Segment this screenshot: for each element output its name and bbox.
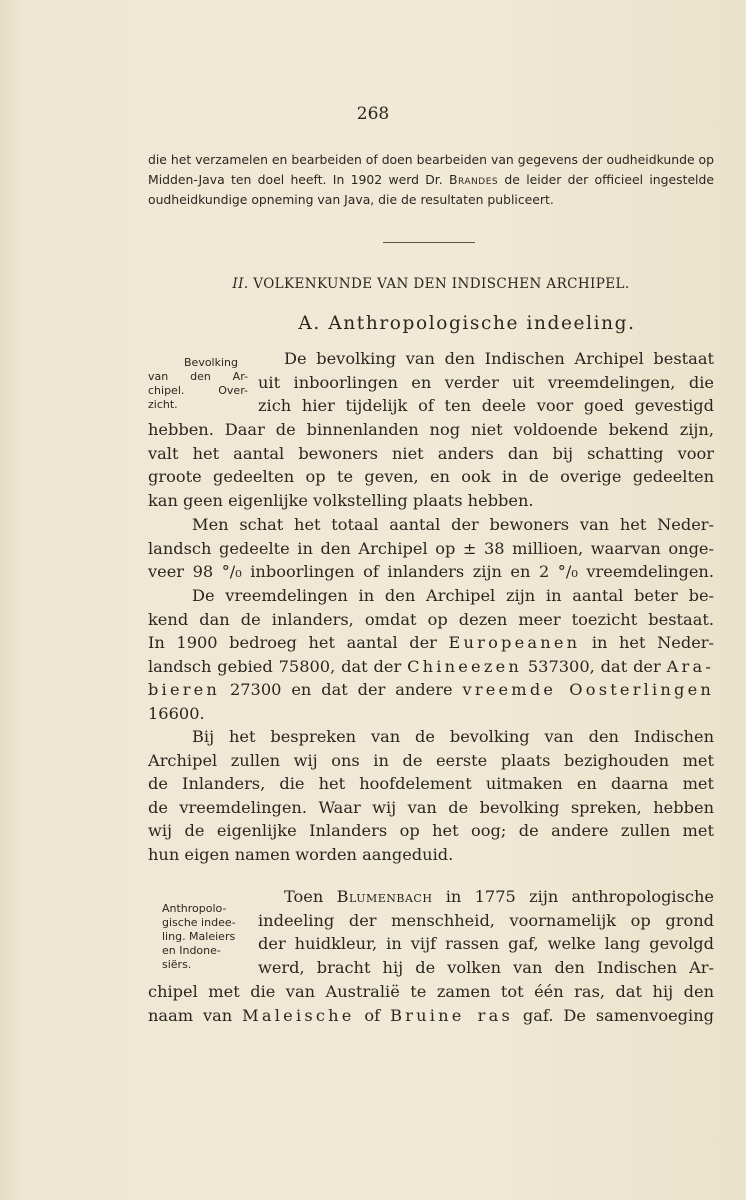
text-line: Bij het bespreken van de bevolking van den Indischen <box>192 727 714 746</box>
text-line: uit inboorlingen en verder uit vreemdelingen, die <box>258 372 714 392</box>
text-line: kan geen eigenlijke volkstelling plaats hebben. <box>148 490 534 510</box>
spaced-term-arabieren: bieren <box>148 680 221 700</box>
text-run: in het Neder- <box>580 633 714 653</box>
text-run: 27300 en dat der andere <box>220 680 463 700</box>
text-line: hun eigen namen worden aangeduid. <box>148 844 454 864</box>
text-line <box>258 885 714 909</box>
margin-note-line: en Indone- <box>162 944 221 957</box>
paragraph-1 <box>258 347 714 418</box>
paragraph-5 <box>258 885 714 979</box>
margin-note-line: Bevolking <box>184 356 238 369</box>
spaced-term-maleische: Maleische <box>242 1005 355 1025</box>
spaced-term-europeanen: Europeanen <box>448 633 581 653</box>
margin-note-line: siërs. <box>162 958 192 971</box>
text-line: groote gedeelten op te geven, en ook in de overige gedeelten <box>148 467 714 487</box>
text-line: valt het aantal bewoners niet anders dan bij schatting voor <box>148 443 714 463</box>
text-line: zich hier tijdelijk of ten deele voor goed gevestigd <box>258 396 714 416</box>
text-line: kend dan de inlanders, omdat op dezen meer toezicht bestaat. <box>148 609 714 629</box>
paragraph-4 <box>148 725 714 867</box>
footnote-text-2: de leider der officieel ingestelde oudheidkundige opneming van Java, die de resultaten publiceert. <box>148 172 714 207</box>
paragraph-3 <box>148 584 714 726</box>
text-line: werd, bracht hij de volken van den Indischen Ar- <box>258 957 714 977</box>
footnote-name-brandes: Brandes <box>449 172 499 187</box>
text-line: Archipel zullen wij ons in de eerste plaats bezighouden met <box>148 750 714 770</box>
text-run: gaf. De samenvoeging <box>512 1005 714 1025</box>
subsection-heading: A. Anthropologische indeeling. <box>298 313 636 334</box>
spaced-term-chineezen: Chineezen <box>407 656 522 676</box>
text-run: in 1775 zijn anthropologische <box>432 887 714 906</box>
spaced-term-arabieren: Ara- <box>666 656 714 676</box>
text-line: landsch gedeelte in den Archipel op ± 38 millioen, waarvan onge- <box>148 538 714 558</box>
text-line: chipel met die van Australië te zamen tot één ras, dat hij den <box>148 982 714 1001</box>
text-line: hebben. Daar de binnenlanden nog niet voldoende bekend zijn, <box>148 420 714 439</box>
text-run: landsch gebied 75800, dat der <box>148 656 408 676</box>
margin-note-line: chipel. Over- <box>148 384 248 397</box>
margin-note-line: Anthropolo- <box>162 902 227 915</box>
text-line <box>148 678 714 702</box>
text-line <box>148 631 714 655</box>
text-line: de Inlanders, die het hoofdelement uitmaken en daarna met <box>148 774 714 794</box>
footnote-text-1: die het verzamelen en bearbeiden of doen bearbeiden van gegevens der oudheidkunde op Midden-Java ten doel heeft. In 1902 werd Dr. <box>148 152 714 187</box>
paragraph-1-continued <box>148 418 714 512</box>
footnote-continuation <box>148 150 714 210</box>
section-title: VOLKENKUNDE VAN DEN INDISCHEN ARCHIPEL. <box>253 276 630 292</box>
spaced-term-bruine-ras: Bruine ras <box>390 1005 513 1025</box>
margin-note-bevolking <box>148 356 248 412</box>
text-run: of <box>354 1005 391 1025</box>
margin-note-line: van den Ar- <box>148 370 248 383</box>
paragraph-2 <box>148 513 714 584</box>
text-line: de vreemdelingen. Waar wij van de bevolking spreken, hebben <box>148 797 714 817</box>
text-line <box>148 1004 714 1028</box>
section-divider <box>383 242 475 243</box>
text-run: naam van <box>148 1005 243 1025</box>
text-run: In 1900 bedroeg het aantal der <box>148 633 449 653</box>
spaced-term-vreemde-oosterlingen: vreemde Oosterlingen <box>462 680 714 700</box>
text-line: indeeling der menschheid, voornamelijk op grond <box>258 910 714 930</box>
text-line: 16600. <box>148 703 205 723</box>
text-run: Toen <box>284 887 337 906</box>
margin-note-line: ling. Maleiers <box>162 930 236 943</box>
text-line: De vreemdelingen in den Archipel zijn in aantal beter be- <box>192 586 714 605</box>
text-line: wij de eigenlijke Inlanders op het oog; de andere zullen met <box>148 821 714 841</box>
text-line <box>148 655 714 679</box>
margin-note-line: zicht. <box>148 398 178 411</box>
text-line: veer 98 °/₀ inboorlingen of inlanders zijn en 2 °/₀ vreemdelingen. <box>148 562 714 582</box>
text-run: 537300, dat der <box>521 656 667 676</box>
text-line: De bevolking van den Indischen Archipel bestaat <box>284 349 714 368</box>
margin-note-anthropologische <box>148 902 252 972</box>
text-line: der huidkleur, in vijf rassen gaf, welke lang gevolgd <box>258 934 714 954</box>
page-number: 268 <box>356 104 390 124</box>
margin-note-line: gische indee- <box>162 916 236 929</box>
paragraph-5-continued <box>148 980 714 1027</box>
section-numeral: II. <box>232 276 249 292</box>
text-line: Men schat het totaal aantal der bewoners van het Neder- <box>192 515 714 534</box>
name-blumenbach: Blumenbach <box>336 887 433 906</box>
section-heading <box>148 276 714 292</box>
